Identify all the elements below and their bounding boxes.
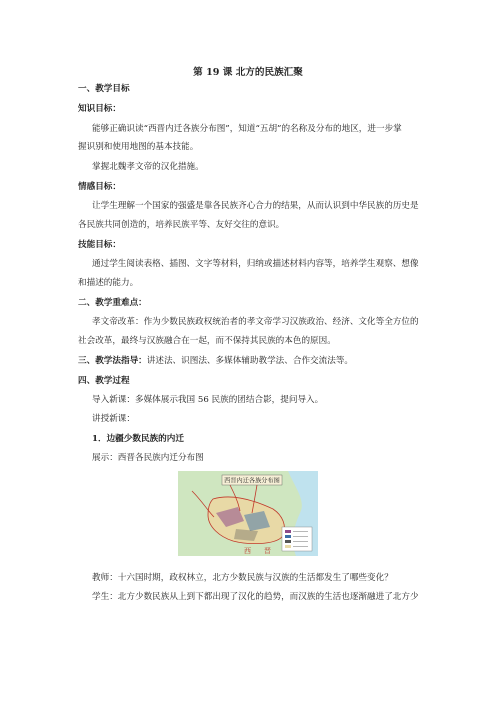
method-guidance-line	[78, 356, 496, 367]
map-illustration	[178, 471, 318, 556]
subheading-point-1: 1．边疆少数民族的内迁	[92, 434, 184, 444]
paragraph-line: 各民族共同创造的，培养民族平等、友好交往的意识。	[78, 220, 285, 230]
paragraph-line: 握识别和使用地图的基本技能。	[78, 142, 199, 152]
page-title: 第 19 课 北方的民族汇聚	[193, 67, 303, 78]
paragraph-line: 讲授新课：	[92, 414, 135, 424]
paragraph-line: 和描述的能力。	[78, 278, 139, 288]
map-label: 晋	[264, 547, 271, 555]
paragraph-line: 导入新课：多媒体展示我国 56 民族的团结合影，提问导入。	[92, 395, 324, 405]
paragraph-line: 孝文帝改革：作为少数民族政权统治者的孝文帝学习汉族政治、经济、文化等全方位的	[92, 317, 419, 327]
section-heading-goals: 一、教学目标	[78, 84, 130, 94]
map-title: 西晋内迁各族分布图	[224, 477, 280, 485]
section-heading-key-points: 二、教学重难点：	[78, 298, 147, 308]
emotion-goal-label: 情感目标：	[78, 182, 121, 192]
method-text: 讲述法、识图法、多媒体辅助教学法、合作交流法等。	[146, 356, 354, 366]
skill-goal-label: 技能目标：	[78, 240, 121, 250]
paragraph-line: 学生：北方少数民族从上到下都出现了汉化的趋势，而汉族的生活也逐渐融进了北方少	[92, 592, 419, 602]
section-heading-process: 四、教学过程	[78, 376, 130, 386]
paragraph-line: 让学生理解一个国家的强盛是靠各民族齐心合力的结果，从而认识到中华民族的历史是	[92, 201, 419, 211]
migration-map-figure	[178, 471, 318, 556]
paragraph-line: 展示：西晋各民族内迁分布图	[92, 453, 204, 463]
paragraph-line: 通过学生阅读表格、插图、文字等材料，归纳或描述材料内容等，培养学生观察、想像	[92, 259, 419, 269]
paragraph-line: 掌握北魏孝文帝的汉化措施。	[92, 162, 204, 172]
paragraph-line: 社会改革，最终与汉族融合在一起，而不保持其民族的本色的原因。	[78, 336, 336, 346]
section-heading-method: 三、教学法指导：	[78, 356, 147, 366]
knowledge-goal-label: 知识目标：	[78, 104, 121, 114]
paragraph-line: 教师：十六国时期，政权林立，北方少数民族与汉族的生活都发生了哪些变化？	[92, 573, 393, 583]
paragraph-line: 能够正确识读“西晋内迁各族分布图”，知道“五胡”的名称及分布的地区，进一步掌	[92, 124, 402, 134]
map-label: 西	[244, 547, 251, 555]
